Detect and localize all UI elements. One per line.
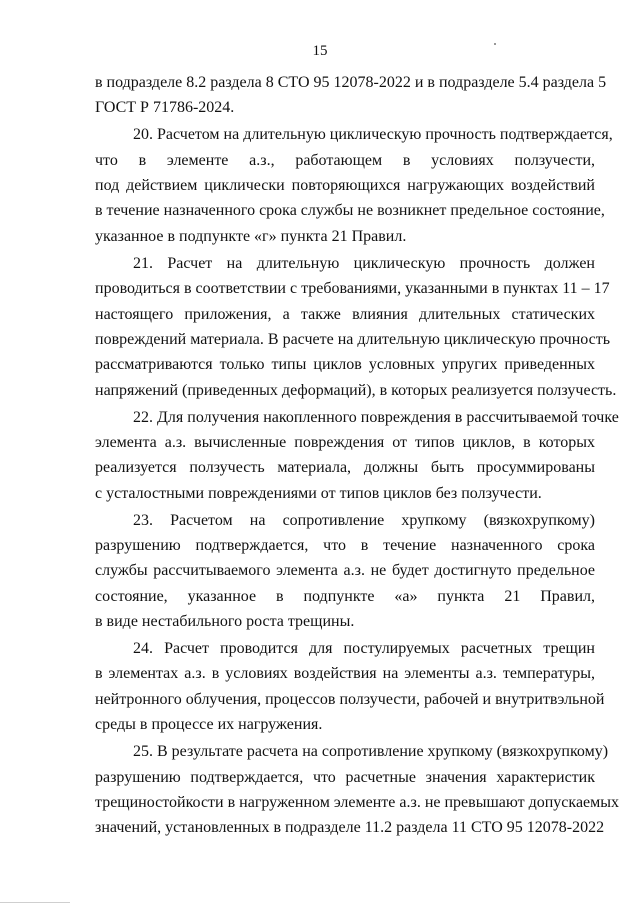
paragraph-22: [95, 405, 619, 507]
paragraph-23: [95, 508, 595, 635]
text-line: повреждений материала. В расчете на длительную циклическую прочность: [95, 330, 611, 348]
scan-edge-mark: [0, 902, 70, 903]
text-line: среды в процессе их нагружения.: [95, 716, 323, 734]
text-line: в подразделе 8.2 раздела 8 СТО 95 12078-2022 и в подразделе 5.4 раздела 5: [95, 74, 607, 91]
text-line: службы рассчитываемого элемента а.з. не будет достигнуто предельное: [95, 562, 595, 580]
text-line: реализуется ползучесть материала, должны быть просуммированы: [95, 459, 595, 477]
text-line: разрушению подтверждается, что в течение назначенного срока: [95, 537, 595, 555]
text-line: элемента а.з. вычисленные повреждения от типов циклов, в которых: [95, 433, 595, 451]
text-line: состояние, указанное в подпункте «а» пункта 21 Правил,: [95, 587, 595, 605]
text-line: настоящего приложения, а также влияния длительных статических: [95, 305, 595, 323]
document-body: [95, 70, 620, 841]
text-line: 22. Для получения накопленного повреждения в рассчитываемой точке: [133, 408, 619, 426]
text-line: что в элементе а.з., работающем в условиях ползучести,: [95, 151, 595, 169]
text-line: 21. Расчет на длительную циклическую прочность должен: [133, 254, 595, 272]
paragraph-25: [95, 739, 620, 841]
text-line: под действием циклически повторяющихся нагружающих воздействий: [95, 177, 595, 195]
text-line: 24. Расчет проводится для постулируемых расчетных трещин: [133, 640, 595, 658]
text-line: 25. В результате расчета на сопротивление хрупкому (вязкохрупкому): [133, 743, 609, 761]
text-line: в виде нестабильного роста трещины.: [95, 613, 355, 631]
text-line: разрушению подтверждается, что расчетные значения характеристик: [95, 768, 595, 786]
text-line: напряжений (приведенных деформаций), в которых реализуется ползучесть.: [95, 381, 617, 399]
text-line: ГОСТ Р 71786-2024.: [95, 99, 235, 117]
page-number: 15: [312, 43, 328, 59]
text-line: 23. Расчетом на сопротивление хрупкому (вязкохрупкому): [133, 511, 595, 529]
text-line: 20. Расчетом на длительную циклическую прочность подтверждается,: [133, 126, 613, 144]
text-line: в течение назначенного срока службы не возникнет предельное состояние,: [95, 202, 605, 220]
text-line: в элементах а.з. в условиях воздействия на элементы а.з. температуры,: [95, 665, 595, 683]
text-line: с усталостными повреждениями от типов циклов без ползучести.: [95, 484, 542, 502]
text-line: указанное в подпункте «г» пункта 21 Правил.: [95, 227, 407, 245]
paragraph-20: [95, 122, 613, 249]
text-line: значений, установленных в подразделе 11.2 раздела 11 СТО 95 12078-2022: [95, 819, 605, 837]
paragraph-24: [95, 636, 605, 738]
paragraph-21: [95, 251, 617, 403]
text-line: трещиностойкости в нагруженном элементе а.з. не превышают допускаемых: [95, 793, 620, 811]
paragraph-continuation: [95, 70, 607, 121]
text-line: рассматриваются только типы циклов условных упругих приведенных: [95, 356, 595, 374]
text-line: нейтронного облучения, процессов ползучести, рабочей и внутритвэльной: [95, 690, 605, 708]
scan-speck: [494, 43, 496, 45]
text-line: проводиться в соответствии с требованиями, указанными в пунктах 11 – 17: [95, 280, 610, 298]
